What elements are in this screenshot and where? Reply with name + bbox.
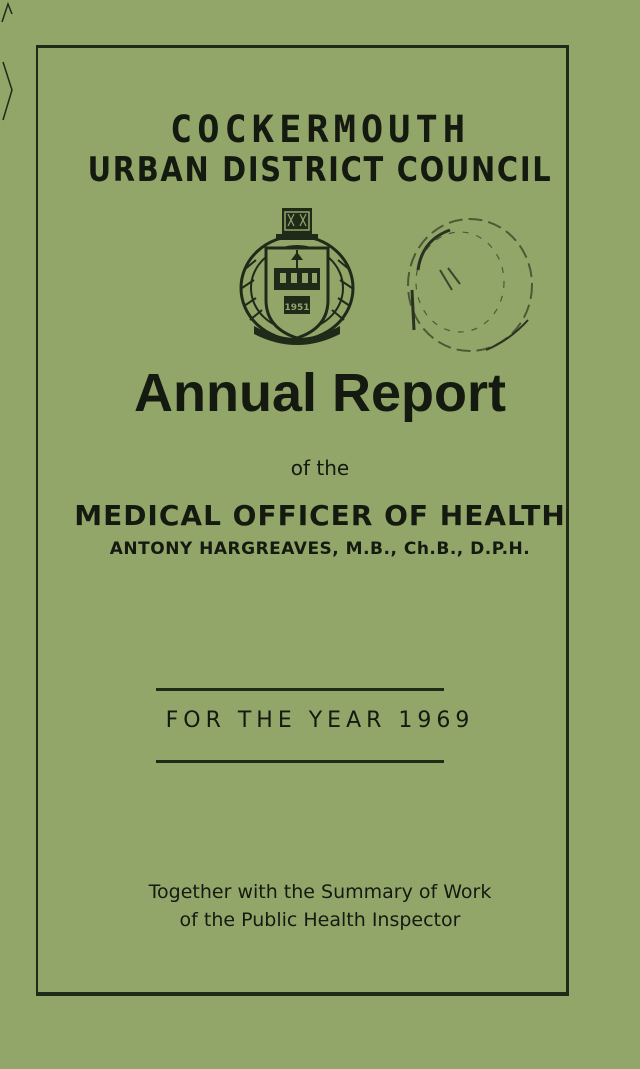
library-stamp-icon <box>400 210 545 360</box>
of-the-text: of the <box>290 456 350 480</box>
rule-bottom <box>156 760 444 763</box>
council-name-line2: URBAN DISTRICT COUNCIL <box>87 150 553 190</box>
council-crest-icon <box>236 200 356 345</box>
report-heading: Annual Report <box>134 363 506 423</box>
summary-line1: Together with the Summary of Work <box>148 881 492 903</box>
council-name-line1: COCKERMOUTH <box>169 108 471 151</box>
officer-title: MEDICAL OFFICER OF HEALTH <box>74 499 566 532</box>
author-name: ANTONY HARGREAVES, M.B., Ch.B., D.P.H. <box>109 539 531 559</box>
summary-line2: of the Public Health Inspector <box>179 909 461 931</box>
rule-top <box>156 688 444 691</box>
report-year: FOR THE YEAR 1969 <box>165 708 475 733</box>
crest-year: 1951 <box>284 303 310 313</box>
